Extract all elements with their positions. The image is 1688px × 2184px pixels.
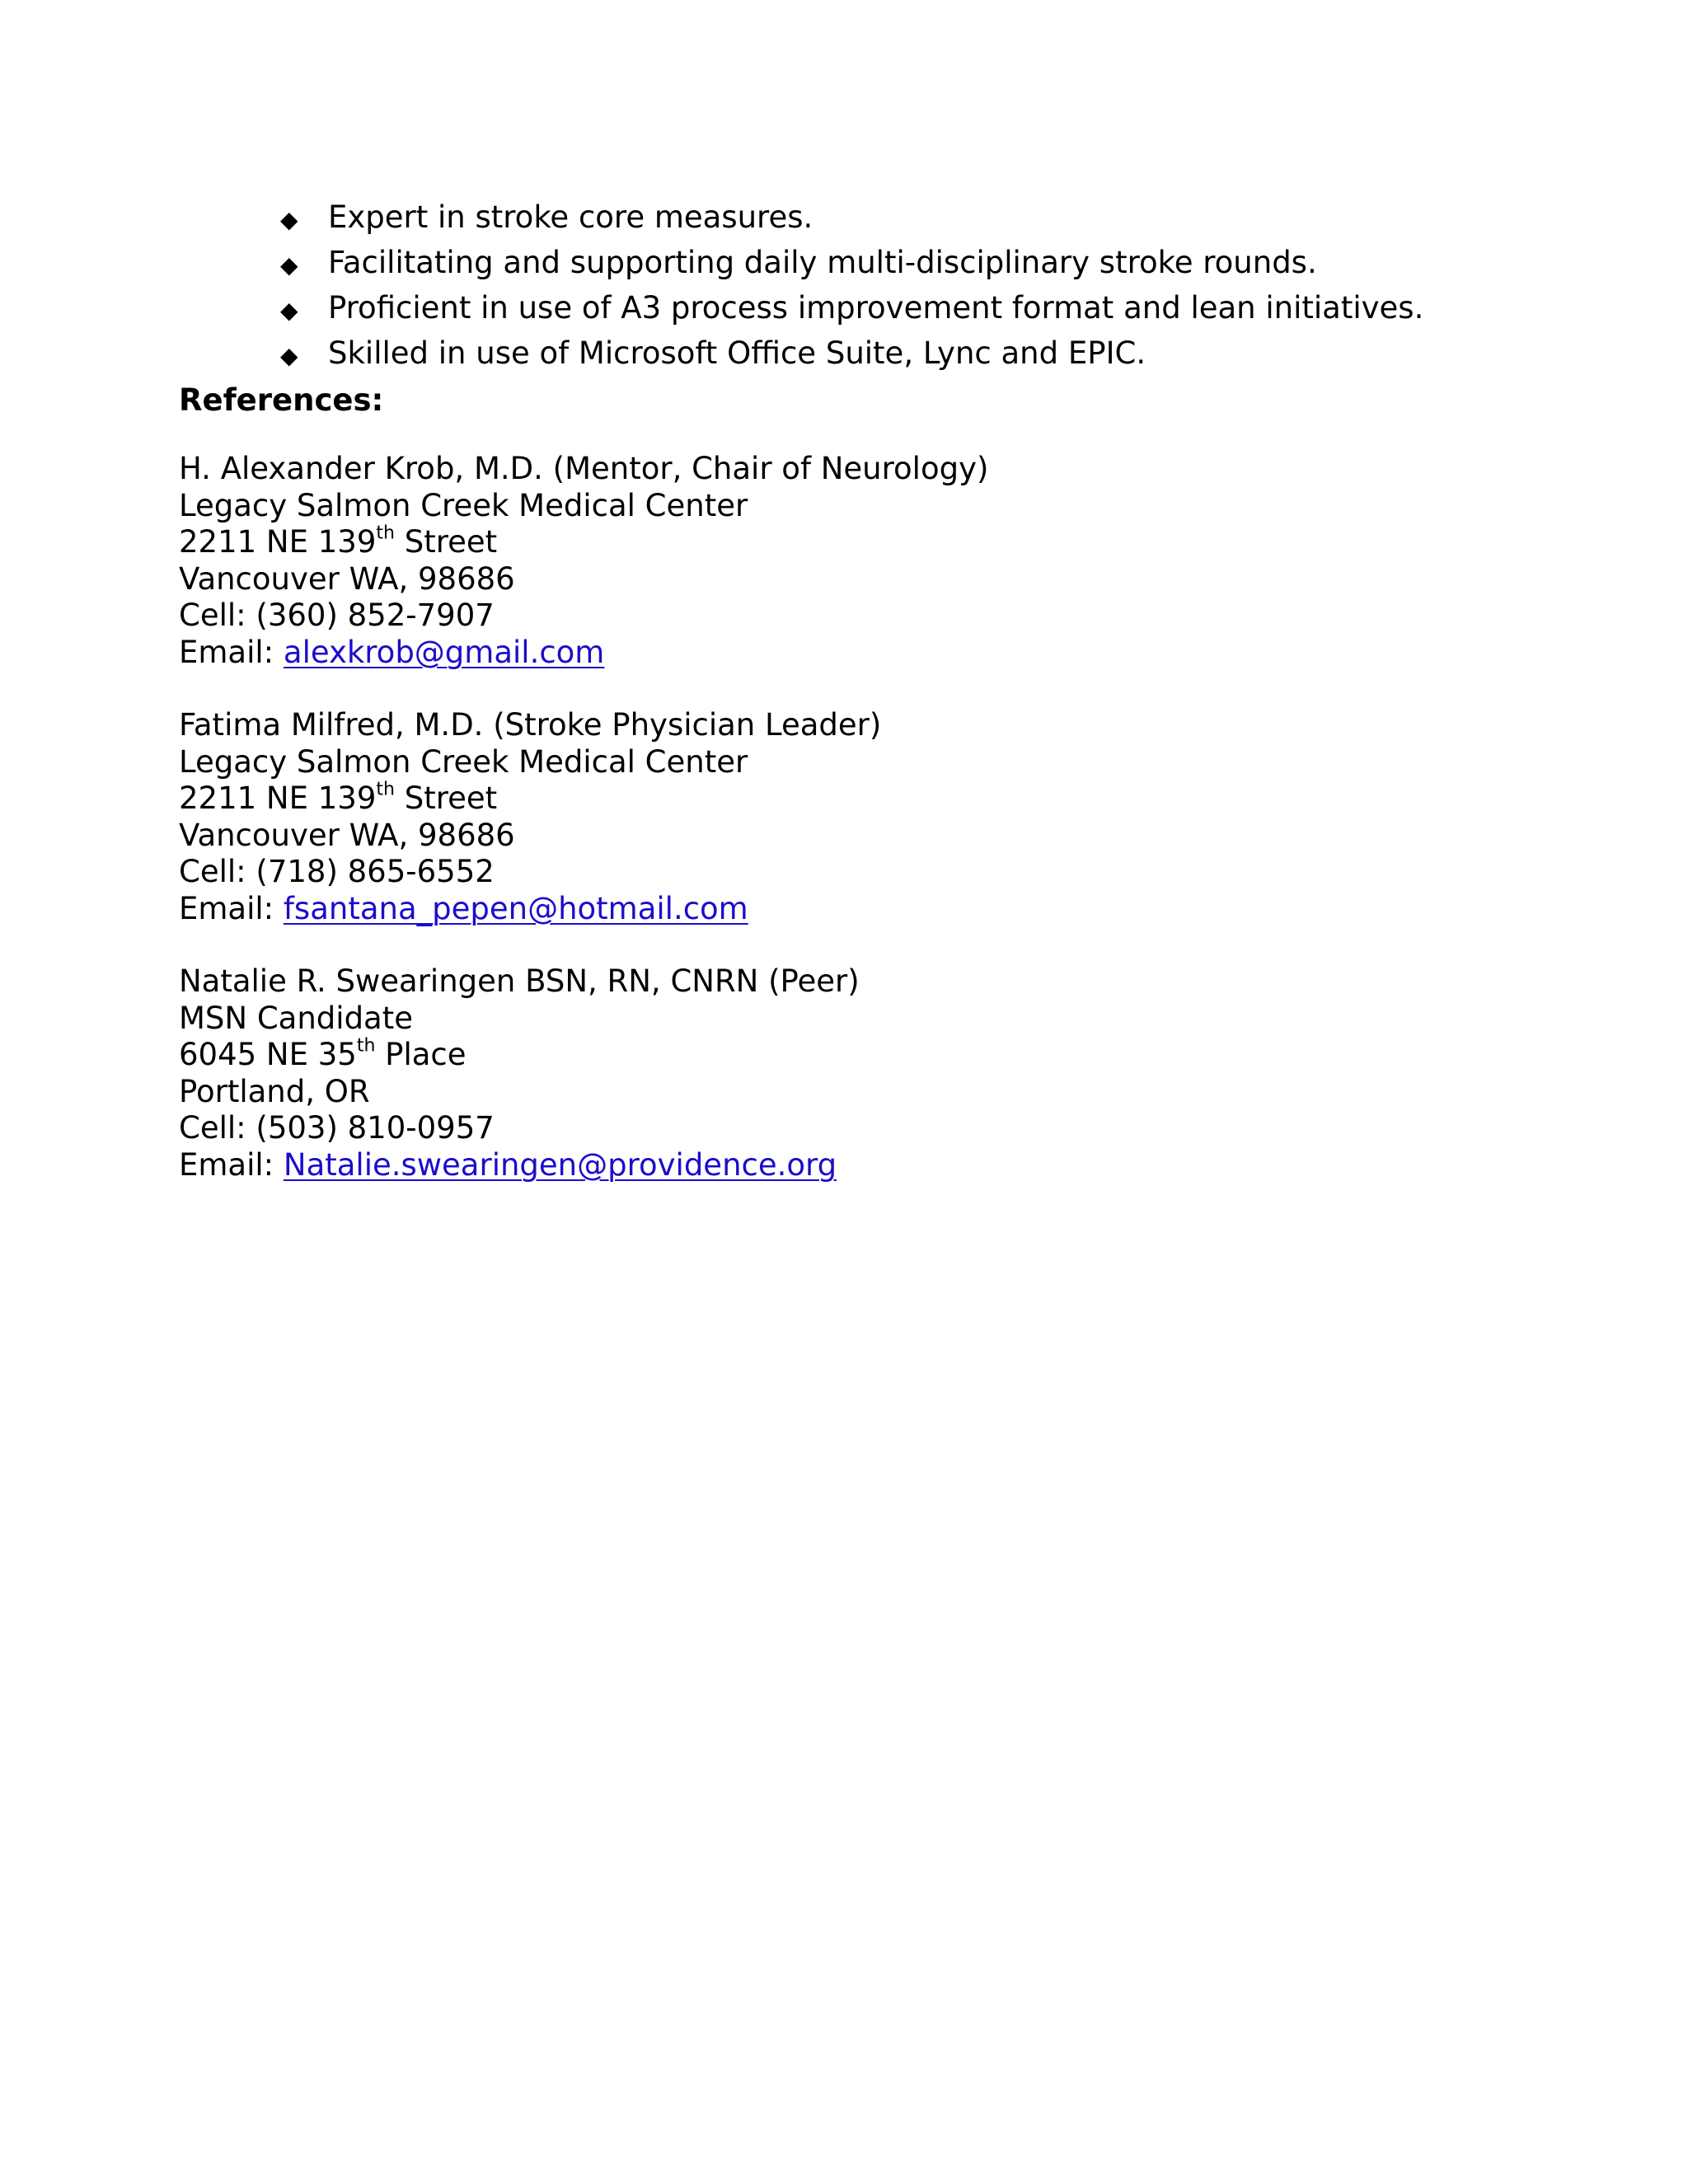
references-heading: References: xyxy=(179,382,384,418)
bullet-text: Facilitating and supporting daily multi-disciplinary stroke rounds. xyxy=(328,245,1317,280)
street-name: Place xyxy=(375,1037,467,1072)
street-number: 6045 NE 35 xyxy=(179,1037,357,1072)
reference-city: Vancouver WA, 98686 xyxy=(179,560,515,597)
reference-cell: Cell: (360) 852-7907 xyxy=(179,598,495,633)
ordinal-suffix: th xyxy=(376,779,395,800)
bullet-text: Skilled in use of Microsoft Office Suite, Lync and EPIC. xyxy=(328,335,1146,371)
street-number: 2211 NE 139 xyxy=(179,780,377,816)
bullet-text: Expert in stroke core measures. xyxy=(328,199,814,235)
reference-cell: Cell: (503) 810-0957 xyxy=(179,1110,495,1146)
skills-bullet-list xyxy=(280,194,1423,376)
email-label: Email: xyxy=(179,1146,284,1183)
email-label: Email: xyxy=(179,890,284,926)
street-name: Street xyxy=(394,524,498,560)
diamond-bullet-icon: ◆ xyxy=(280,251,298,279)
email-link[interactable]: fsantana_pepen@hotmail.com xyxy=(283,890,748,926)
bullet-item xyxy=(280,194,1423,240)
reference-name: Fatima Milfred, M.D. (Stroke Physician Leader) xyxy=(179,707,882,743)
reference-street xyxy=(179,1037,1580,1074)
reference-organization: Legacy Salmon Creek Medical Center xyxy=(179,743,748,780)
ordinal-suffix: th xyxy=(356,1035,376,1057)
email-link[interactable]: alexkrob@gmail.com xyxy=(283,634,605,670)
email-label: Email: xyxy=(179,634,284,670)
bullet-text: Proficient in use of A3 process improvement format and lean initiatives. xyxy=(328,290,1424,326)
diamond-bullet-icon: ◆ xyxy=(280,297,298,324)
reference-email-line xyxy=(179,891,1580,928)
reference-email-line xyxy=(179,1147,1580,1184)
reference-street xyxy=(179,780,1580,818)
references-section xyxy=(179,377,1580,1220)
email-link[interactable]: Natalie.swearingen@providence.org xyxy=(283,1146,837,1183)
street-number: 2211 NE 139 xyxy=(179,524,377,560)
reference-organization: MSN Candidate xyxy=(179,1000,414,1036)
reference-entry xyxy=(179,963,1580,1183)
reference-name: Natalie R. Swearingen BSN, RN, CNRN (Peer) xyxy=(179,963,860,999)
ordinal-suffix: th xyxy=(376,523,395,544)
reference-street xyxy=(179,524,1580,561)
reference-entry xyxy=(179,707,1580,927)
reference-cell: Cell: (718) 865-6552 xyxy=(179,854,495,889)
bullet-item xyxy=(280,330,1423,376)
bullet-item xyxy=(280,240,1423,285)
reference-name: H. Alexander Krob, M.D. (Mentor, Chair of Neurology) xyxy=(179,451,989,486)
reference-city: Vancouver WA, 98686 xyxy=(179,817,515,853)
diamond-bullet-icon: ◆ xyxy=(280,342,298,369)
street-name: Street xyxy=(394,780,498,816)
diamond-bullet-icon: ◆ xyxy=(280,206,298,233)
reference-email-line xyxy=(179,635,1580,672)
reference-entry xyxy=(179,451,1580,671)
reference-city: Portland, OR xyxy=(179,1073,370,1109)
bullet-item xyxy=(280,285,1423,330)
reference-organization: Legacy Salmon Creek Medical Center xyxy=(179,487,748,523)
